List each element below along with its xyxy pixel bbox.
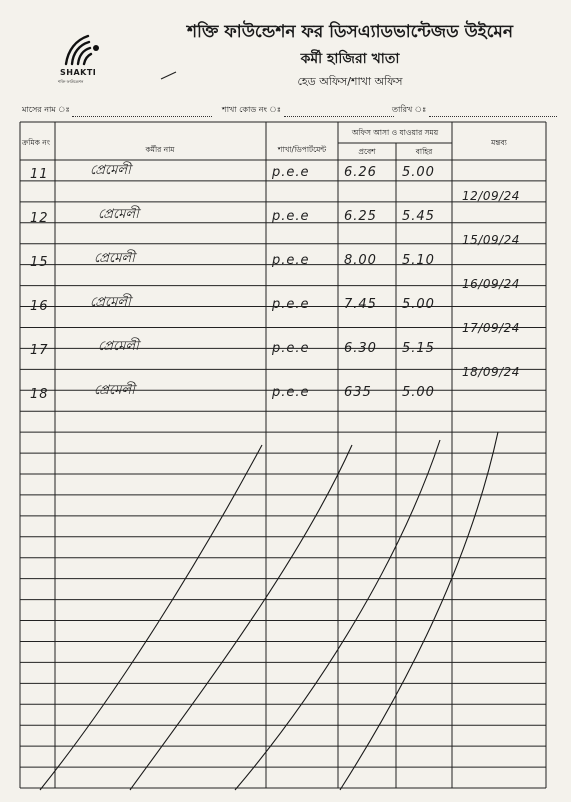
row-remark-date: 17/09/24 <box>462 320 520 335</box>
row-employee-name: প্রেমেলী <box>90 294 131 310</box>
branch-code-label: শাখা কোড নং ঃ <box>222 105 281 114</box>
row-exit-time: 5.00 <box>402 296 435 312</box>
row-employee-name: প্রেমেলী <box>90 163 131 178</box>
col-branch-header: শাখা/ডিপার্টমেন্ট <box>277 145 327 154</box>
row-branch: p.e.e <box>272 165 310 180</box>
page-title: শক্তি ফাউন্ডেশন ফর ডিসএ্যাডভান্টেজড উইমেন <box>186 22 514 42</box>
row-remark-date: 16/09/24 <box>462 276 520 291</box>
col-exit-header: বাহির <box>415 147 433 156</box>
strike-line <box>40 445 262 790</box>
row-serial: 15 <box>30 254 49 270</box>
row-serial: 12 <box>30 210 49 226</box>
office-type: হেড অফিস/শাখা অফিস <box>297 75 403 88</box>
row-serial: 11 <box>30 167 49 182</box>
logo-tagline: শক্তি ফাউন্ডেশন <box>58 79 84 84</box>
row-remark-date: 12/09/24 <box>462 188 520 203</box>
sheet-subtitle: কর্মী হাজিরা খাতা <box>300 51 400 67</box>
col-name-header: কর্মীর নাম <box>145 145 175 154</box>
row-branch: p.e.e <box>272 340 310 356</box>
col-remarks-header: মন্তব্য <box>491 138 507 147</box>
col-time-header: অফিস আসা ও যাওয়ার সময় <box>351 128 439 137</box>
row-entry-time: 6.30 <box>344 340 377 356</box>
row-exit-time: 5.00 <box>402 165 435 180</box>
month-label: মাসের নাম ঃ <box>22 105 70 114</box>
row-entry-time: 7.45 <box>344 296 377 312</box>
strike-line <box>130 445 352 790</box>
row-exit-time: 5.00 <box>402 384 435 400</box>
logo-name: SHAKTI <box>60 68 97 77</box>
row-remark-date: 18/09/24 <box>462 364 520 379</box>
col-serial-header: ক্রমিক নং <box>22 138 50 147</box>
row-exit-time: 5.15 <box>402 340 435 356</box>
row-branch: p.e.e <box>272 208 310 224</box>
col-entry-header: প্রবেশ <box>358 147 376 156</box>
row-employee-name: প্রেমেলী <box>98 338 139 354</box>
row-remark-date: 15/09/24 <box>462 232 520 247</box>
row-exit-time: 5.10 <box>402 252 435 268</box>
row-serial: 16 <box>30 298 49 314</box>
row-branch: p.e.e <box>272 252 310 268</box>
row-entry-time: 6.25 <box>344 208 377 224</box>
row-employee-name: প্রেমেলী <box>94 250 135 266</box>
row-exit-time: 5.45 <box>402 208 435 224</box>
row-branch: p.e.e <box>272 384 310 400</box>
row-employee-name: প্রেমেলী <box>98 206 139 222</box>
row-entry-time: 6.26 <box>344 165 377 180</box>
strike-line <box>340 432 498 790</box>
row-branch: p.e.e <box>272 296 310 312</box>
row-serial: 18 <box>30 386 49 402</box>
row-entry-time: 8.00 <box>344 252 377 268</box>
row-serial: 17 <box>30 342 49 358</box>
date-label: তারিখ ঃ <box>392 105 427 114</box>
row-entry-time: 635 <box>344 384 372 400</box>
row-employee-name: প্রেমেলী <box>94 382 135 398</box>
